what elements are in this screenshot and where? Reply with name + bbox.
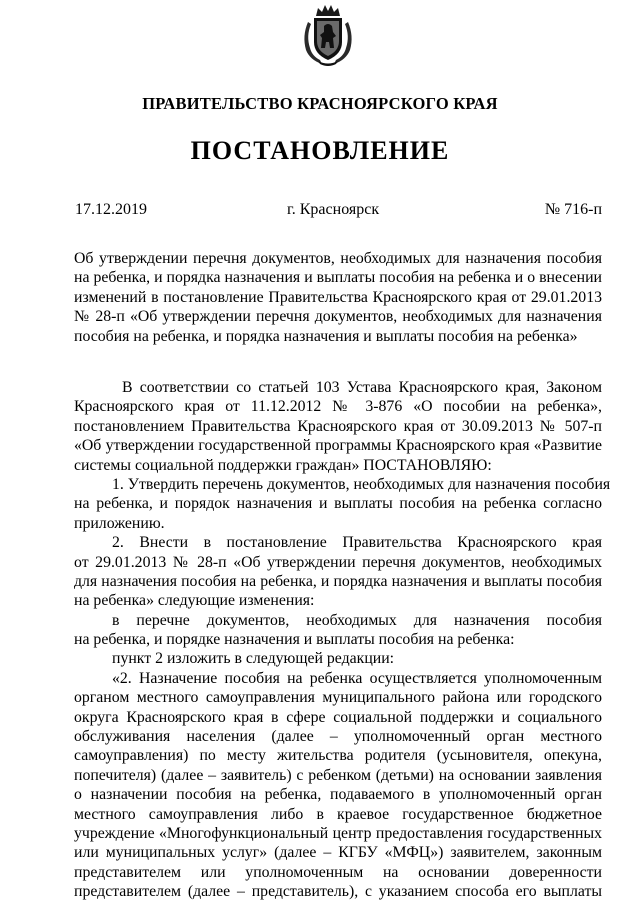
body-line: системы социальной поддержки граждан» ПОСТАНОВЛЯЮ: bbox=[74, 456, 492, 474]
body-line: самоуправления) по месту жительства родителя (усыновителя, опекуна, bbox=[74, 747, 602, 765]
body-line: на ребенка, и порядке назначения и выплаты пособия на ребенка: bbox=[74, 631, 515, 649]
body-line: в перечне документов, необходимых для назначения пособия bbox=[112, 611, 602, 629]
subject-line: изменений в постановление Правительства Красноярского края от 29.01.2013 bbox=[74, 288, 602, 306]
body-line: обслуживания населения (далее – уполномоченный орган местного bbox=[74, 728, 602, 746]
subject-line: № 28-п «Об утверждении перечня документов, необходимых для назначения bbox=[74, 308, 602, 326]
body-line: органом местного самоуправления муниципального района или городского bbox=[74, 689, 602, 707]
body-line: округа Красноярского края в сфере социальной поддержки и социального bbox=[74, 708, 602, 726]
body-line: для назначения пособия на ребенка, и порядка назначения и выплаты пособия bbox=[74, 572, 602, 590]
subject-line: пособия на ребенка, и порядка назначения и выплаты пособия на ребенка» bbox=[74, 327, 578, 345]
subject-line: Об утверждении перечня документов, необходимых для назначения пособия bbox=[74, 250, 602, 267]
body-line: представителем или уполномоченным на основании доверенности bbox=[74, 863, 602, 881]
body-line: приложению. bbox=[74, 514, 165, 532]
document-number: № 716-п bbox=[544, 201, 602, 218]
body-line: местного самоуправления либо в краевое государственное бюджетное bbox=[74, 805, 602, 823]
body-line: представителем (далее – представитель), с указанием способа его выплаты bbox=[74, 883, 602, 901]
document-subject bbox=[74, 249, 602, 346]
body-line: 1. Утвердить перечень документов, необходимых для назначения пособия bbox=[112, 475, 611, 493]
body-line: о назначении пособия на ребенка, подаваемого в уполномоченный орган bbox=[74, 786, 602, 804]
government-title: ПРАВИТЕЛЬСТВО КРАСНОЯРСКОГО КРАЯ bbox=[142, 94, 498, 113]
body-line: или муниципальных услуг» (далее – КГБУ «МФЦ») заявителем, законным bbox=[74, 844, 602, 862]
body-line: на ребенка» следующие изменения: bbox=[74, 592, 315, 610]
document-body bbox=[74, 378, 611, 902]
body-line: В соответствии со статьей 103 Устава Красноярского края, Законом bbox=[122, 379, 602, 396]
document-date: 17.12.2019 bbox=[75, 201, 147, 218]
coat-of-arms-emblem bbox=[300, 2, 356, 66]
body-line: пункт 2 изложить в следующей редакции: bbox=[112, 650, 395, 668]
body-line: 2. Внести в постановление Правительства Красноярского края bbox=[112, 534, 602, 552]
body-line: учреждение «Многофункциональный центр предоставления государственных bbox=[74, 824, 602, 842]
body-line: на ребенка, и порядок назначения и выплаты пособия на ребенка согласно bbox=[74, 495, 602, 513]
body-line: попечителя) (далее – заявитель) с ребенком (детьми) на основании заявления bbox=[74, 766, 602, 784]
body-line: «2. Назначение пособия на ребенка осуществляется уполномоченным bbox=[112, 669, 602, 687]
body-line: «Об утверждении государственной программы Красноярского края «Развитие bbox=[74, 437, 602, 455]
body-line: от 29.01.2013 № 28-п «Об утверждении перечня документов, необходимых bbox=[74, 553, 602, 571]
document-city: г. Красноярск bbox=[287, 201, 380, 218]
body-line: Красноярского края от 11.12.2012 № 3-876 «О пособии на ребенка», bbox=[74, 398, 602, 416]
body-line: постановлением Правительства Красноярского края от 30.09.2013 № 507-п bbox=[74, 417, 602, 435]
subject-line: на ребенка, и порядка назначения и выплаты пособия на ребенка и о внесении bbox=[74, 269, 602, 287]
document-type-heading: ПОСТАНОВЛЕНИЕ bbox=[190, 136, 450, 165]
